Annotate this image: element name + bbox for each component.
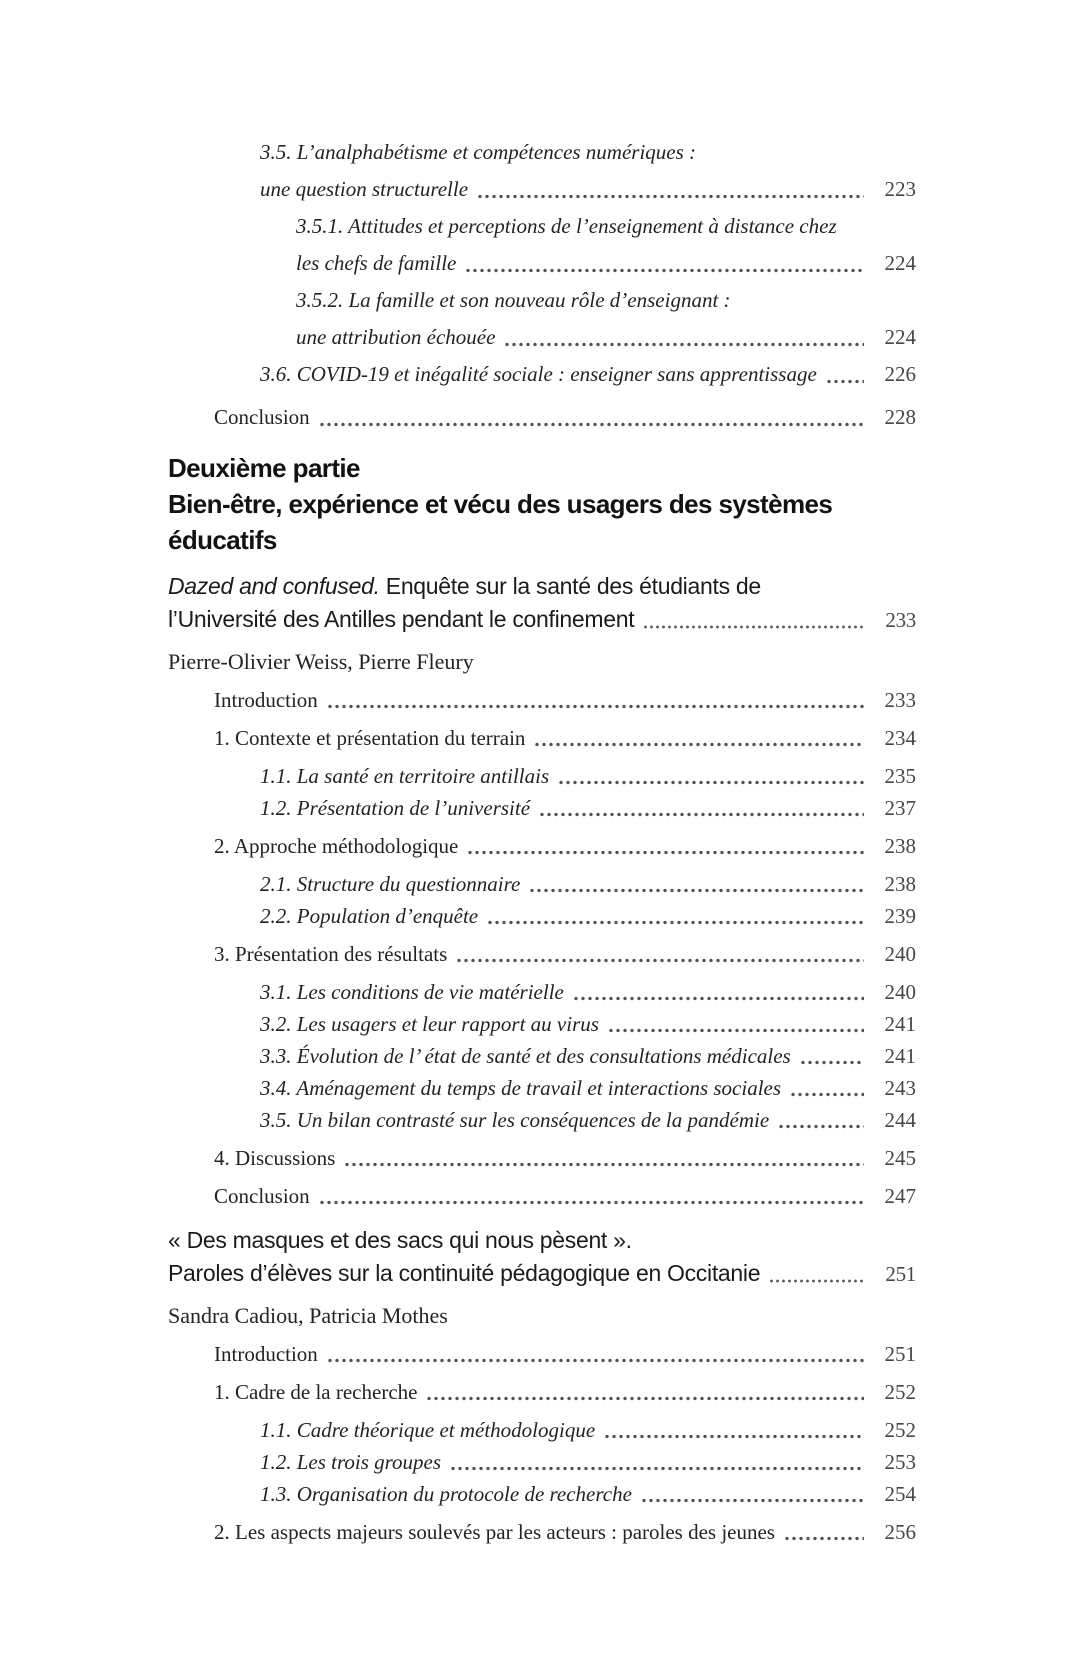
toc-entry[interactable]	[168, 938, 916, 970]
toc-entry[interactable]	[168, 1446, 916, 1478]
toc-entry-last-line	[214, 722, 916, 754]
chapter-title-text	[168, 1257, 760, 1290]
dot-leader	[468, 850, 864, 855]
toc-entry-title: 1. Cadre de la recherche	[214, 1380, 418, 1404]
toc-entry-last-line	[260, 792, 916, 824]
toc-page-number: 251	[884, 1342, 916, 1366]
toc-page-number: 224	[884, 251, 916, 275]
toc-entry-last-line	[214, 399, 916, 436]
toc-entry-title: une attribution échouée	[296, 325, 496, 349]
toc-entry-last-line	[260, 1072, 916, 1104]
chapter-title[interactable]	[168, 570, 916, 637]
part-heading-line: Deuxième partie	[168, 453, 360, 483]
toc-entry-last-line	[260, 1040, 916, 1072]
dot-leader	[328, 704, 864, 709]
toc-page-number: 240	[884, 942, 916, 966]
toc-entry-title: 1.2. Présentation de l’université	[260, 796, 531, 820]
toc-entry[interactable]	[168, 356, 916, 393]
chapter-title-segment: Paroles d’élèves sur la continuité pédagogique en Occitanie	[168, 1260, 761, 1286]
toc-entry-last-line	[260, 868, 916, 900]
toc-entry-last-line	[260, 760, 916, 792]
dot-leader	[530, 888, 864, 893]
toc-page-number: 240	[884, 980, 916, 1004]
dot-leader	[827, 379, 864, 384]
toc-entry-title: 3.5.2. La famille et son nouveau rôle d’enseignant :	[296, 288, 731, 312]
chapter-authors: Sandra Cadiou, Patricia Mothes	[168, 1303, 448, 1328]
toc-entry[interactable]	[168, 1072, 916, 1104]
toc-page-number: 241	[884, 1012, 916, 1036]
toc-page-number: 233	[885, 608, 916, 632]
toc-entry-title: 3.5.1. Attitudes et perceptions de l’enseignement à distance chez	[296, 214, 837, 238]
toc-page-number: 252	[884, 1418, 916, 1442]
dot-leader	[466, 268, 864, 273]
toc-entry[interactable]	[168, 1104, 916, 1136]
toc-entry-title: 1. Contexte et présentation du terrain	[214, 726, 526, 750]
dot-leader	[801, 1060, 864, 1065]
toc-entry-last-line	[214, 684, 916, 716]
toc-entry-last-line	[260, 1414, 916, 1446]
chapter-title-segment: l’Université des Antilles pendant le confinement	[168, 606, 635, 632]
chapter-title-segment: Enquête sur la santé des étudiants de	[379, 573, 761, 599]
toc-entry-line	[296, 208, 916, 245]
toc-entry[interactable]	[168, 1376, 916, 1408]
dot-leader	[345, 1162, 864, 1167]
toc-page-number: 238	[884, 834, 916, 858]
toc-page-number: 253	[884, 1450, 916, 1474]
chapter-title-text	[168, 570, 761, 603]
toc-page-number: 223	[884, 177, 916, 201]
chapter-title-line	[168, 1224, 916, 1257]
toc-page-number: 243	[884, 1076, 916, 1100]
toc-entry[interactable]	[168, 1142, 916, 1174]
dot-leader	[540, 812, 864, 817]
chapter-title-segment: Dazed and confused.	[168, 573, 380, 599]
toc-page-number: 247	[884, 1184, 916, 1208]
dot-leader	[574, 996, 864, 1001]
toc-entry-last-line	[260, 900, 916, 932]
toc-entry-title: 3.3. Évolution de l’ état de santé et des consultations médicales	[260, 1044, 791, 1068]
toc-entry-last-line	[214, 938, 916, 970]
dot-leader	[427, 1396, 864, 1401]
dot-leader	[605, 1434, 864, 1439]
toc-entry-title: 2. Approche méthodologique	[214, 834, 459, 858]
toc-page-number: 235	[884, 764, 916, 788]
dot-leader	[559, 780, 864, 785]
chapter-title-line	[168, 603, 916, 637]
toc-entry-last-line	[214, 1338, 916, 1370]
dot-leader	[320, 422, 864, 427]
toc-page-number: 228	[884, 405, 916, 429]
toc-entry[interactable]	[168, 1516, 916, 1548]
toc-entry-last-line	[260, 356, 916, 393]
toc-entry-title: 4. Discussions	[214, 1146, 336, 1170]
dot-leader	[770, 1279, 864, 1283]
chapter-title-line	[168, 570, 916, 603]
toc-page-number: 256	[884, 1520, 916, 1544]
toc-page-number: 237	[884, 796, 916, 820]
toc-entry-last-line	[260, 1008, 916, 1040]
toc-entry[interactable]	[168, 722, 916, 754]
toc-entry[interactable]	[168, 399, 916, 436]
toc-page-number: 252	[884, 1380, 916, 1404]
toc-entry[interactable]	[168, 760, 916, 792]
toc-entry[interactable]	[168, 830, 916, 862]
toc-entry-title: les chefs de famille	[296, 251, 457, 275]
toc-entry-title: 3.5. Un bilan contrasté sur les conséquences de la pandémie	[260, 1108, 770, 1132]
toc-page-number: 244	[884, 1108, 916, 1132]
toc-entry-title: 3.6. COVID-19 et inégalité sociale : enseigner sans apprentissage	[260, 362, 817, 386]
toc-entry-title: 3.4. Aménagement du temps de travail et interactions sociales	[260, 1076, 782, 1100]
dot-leader	[785, 1536, 864, 1541]
toc-entry-title: 1.2. Les trois groupes	[260, 1450, 442, 1474]
toc-entry[interactable]	[168, 1040, 916, 1072]
table-of-contents	[168, 134, 916, 1554]
chapter-title-line	[168, 1257, 916, 1291]
chapter-title[interactable]	[168, 1224, 916, 1291]
toc-entry-title: 3.5. L’analphabétisme et compétences numériques :	[260, 140, 697, 164]
toc-entry[interactable]	[168, 976, 916, 1008]
toc-page-number: 233	[884, 688, 916, 712]
toc-entry-last-line	[260, 1478, 916, 1510]
toc-entry-title: 1.1. Cadre théorique et méthodologique	[260, 1418, 596, 1442]
toc-entry-last-line	[260, 1446, 916, 1478]
dot-leader	[457, 958, 864, 963]
toc-page-number: 226	[884, 362, 916, 386]
dot-leader	[488, 920, 864, 925]
toc-entry[interactable]	[168, 1008, 916, 1040]
dot-leader	[791, 1092, 864, 1097]
toc-entry[interactable]	[168, 868, 916, 900]
toc-page-number: 241	[884, 1044, 916, 1068]
toc-entry-last-line	[214, 1376, 916, 1408]
dot-leader	[451, 1466, 864, 1471]
toc-entry[interactable]	[168, 792, 916, 824]
toc-entry[interactable]	[168, 1478, 916, 1510]
toc-entry[interactable]	[168, 134, 916, 208]
part-heading	[168, 450, 916, 558]
toc-entry-title: une question structurelle	[260, 177, 469, 201]
toc-entry[interactable]	[168, 1338, 916, 1370]
toc-entry-title: 2.1. Structure du questionnaire	[260, 872, 521, 896]
part-heading-line: éducatifs	[168, 525, 277, 555]
dot-leader	[779, 1124, 864, 1129]
toc-entry-line	[296, 282, 916, 319]
toc-entry-title: 2.2. Population d’enquête	[260, 904, 479, 928]
toc-entry-last-line	[260, 976, 916, 1008]
toc-entry-title: 3. Présentation des résultats	[214, 942, 448, 966]
toc-entry-last-line	[260, 171, 916, 208]
chapter-title-text	[168, 603, 634, 636]
dot-leader	[478, 194, 864, 199]
toc-entry[interactable]	[168, 208, 916, 282]
toc-entry[interactable]	[168, 684, 916, 716]
toc-entry-line	[260, 134, 916, 171]
toc-page-number: 234	[884, 726, 916, 750]
toc-entry-last-line	[214, 1516, 916, 1548]
toc-entry-title: Introduction	[214, 1342, 318, 1366]
chapter-title-segment: « Des masques et des sacs qui nous pèsent ».	[168, 1227, 632, 1253]
toc-page-number: 238	[884, 872, 916, 896]
toc-entry-title: 3.2. Les usagers et leur rapport au virus	[260, 1012, 599, 1036]
toc-entry-last-line	[296, 245, 916, 282]
toc-entry[interactable]	[168, 1414, 916, 1446]
dot-leader	[320, 1200, 864, 1205]
toc-entry[interactable]	[168, 282, 916, 356]
chapter-title-text	[168, 1224, 632, 1257]
dot-leader	[642, 1498, 864, 1503]
toc-entry-title: 3.1. Les conditions de vie matérielle	[260, 980, 564, 1004]
toc-page-number: 254	[884, 1482, 916, 1506]
toc-entry-last-line	[214, 1142, 916, 1174]
toc-entry-last-line	[214, 1180, 916, 1212]
toc-entry-title: 1.3. Organisation du protocole de recherche	[260, 1482, 632, 1506]
toc-page-number: 251	[885, 1262, 916, 1286]
toc-page-number: 245	[884, 1146, 916, 1170]
dot-leader	[644, 625, 864, 629]
dot-leader	[328, 1358, 864, 1363]
dot-leader	[505, 342, 864, 347]
dot-leader	[609, 1028, 864, 1033]
toc-entry-title: Introduction	[214, 688, 318, 712]
toc-entry-title: 1.1. La santé en territoire antillais	[260, 764, 550, 788]
toc-entry-last-line	[296, 319, 916, 356]
toc-entry-title: Conclusion	[214, 405, 310, 429]
toc-entry-title: 2. Les aspects majeurs soulevés par les acteurs : paroles des jeunes	[214, 1520, 775, 1544]
chapter-authors: Pierre-Olivier Weiss, Pierre Fleury	[168, 649, 474, 674]
toc-page-number: 239	[884, 904, 916, 928]
toc-page-number: 224	[884, 325, 916, 349]
toc-entry[interactable]	[168, 1180, 916, 1212]
dot-leader	[535, 742, 864, 747]
toc-entry[interactable]	[168, 900, 916, 932]
toc-entry-last-line	[214, 830, 916, 862]
part-heading-line: Bien-être, expérience et vécu des usagers des systèmes	[168, 489, 833, 519]
toc-entry-title: Conclusion	[214, 1184, 310, 1208]
toc-entry-last-line	[260, 1104, 916, 1136]
